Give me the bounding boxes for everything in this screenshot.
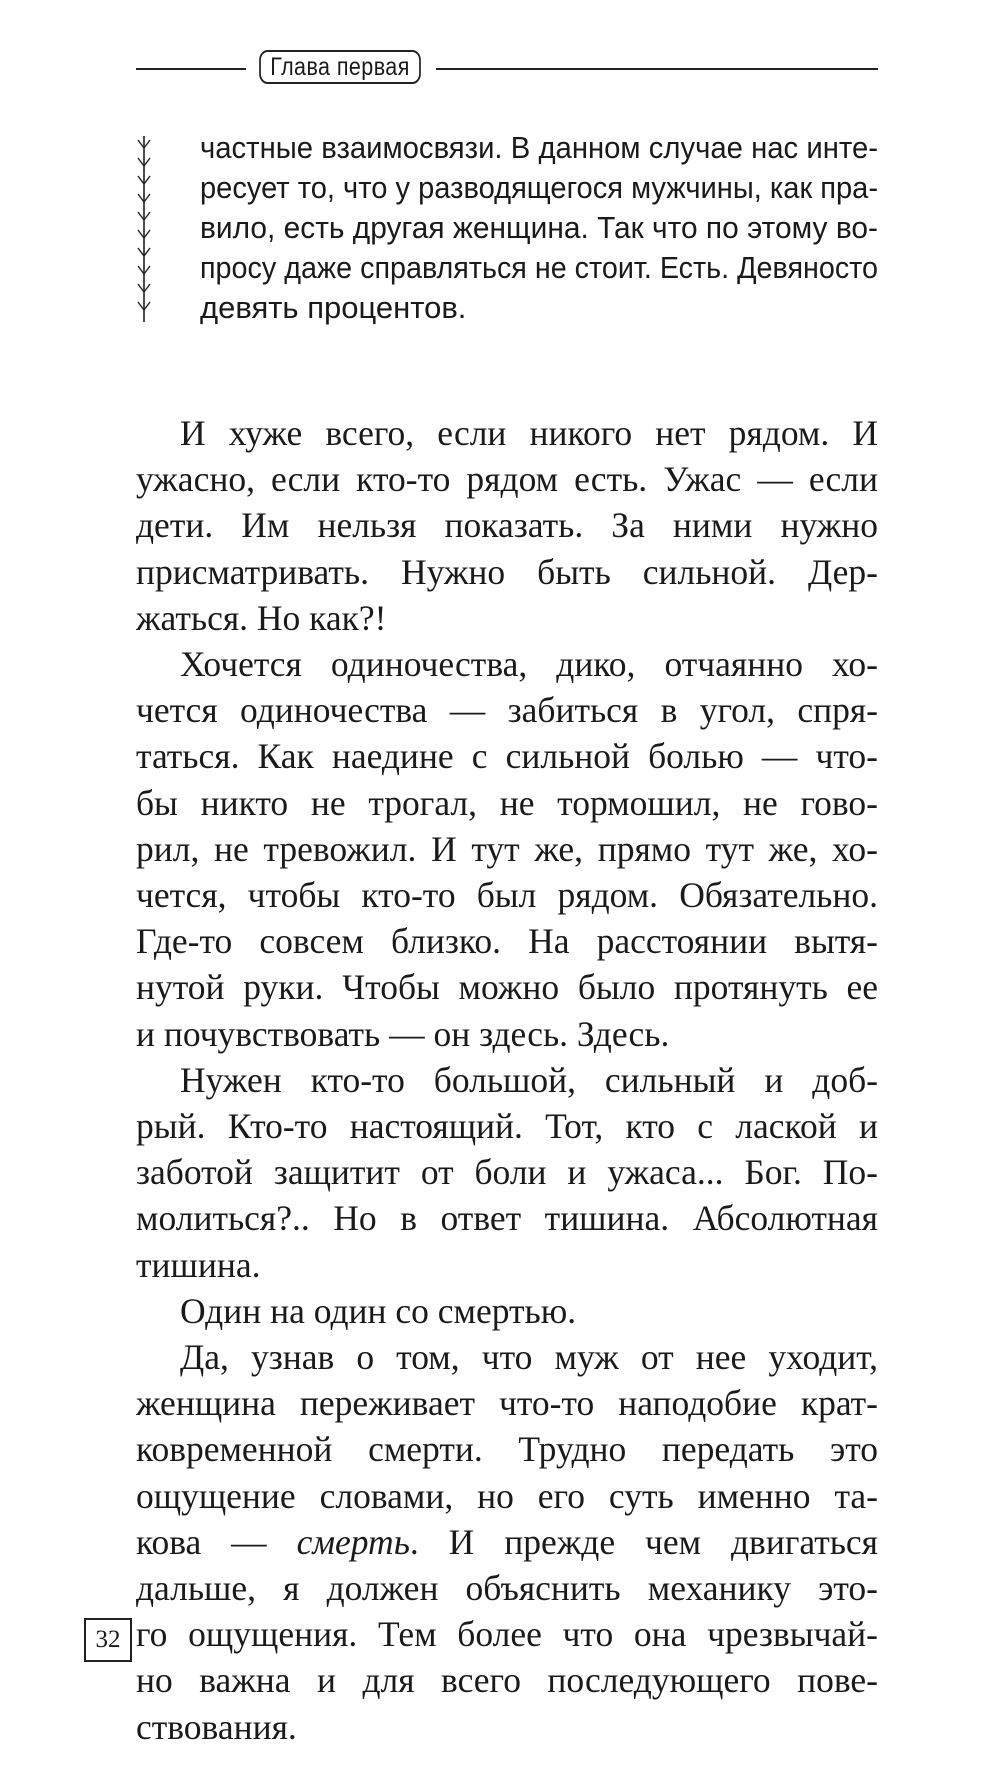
text-line: женщина переживает что-то наподобие крат- — [136, 1383, 878, 1424]
text-line: чется одиночества — забиться в угол, спря- — [136, 690, 878, 731]
wheat-ornament-icon — [136, 136, 152, 322]
main-text — [136, 410, 878, 1750]
sidebar-line: ресует то, что у разводящегося мужчины, как пра- — [200, 170, 879, 205]
text-line: Один на один со смертью. — [180, 1290, 577, 1331]
text-line: заботой защитит от боли и ужаса... Бог. По- — [136, 1152, 878, 1193]
text-line: присматривать. Нужно быть сильной. Дер- — [136, 551, 878, 592]
header-rule-right — [436, 68, 878, 70]
sidebar-line: девять процентов. — [200, 290, 467, 325]
chapter-title: Глава первая — [259, 50, 421, 84]
text-line: рый. Кто-то настоящий. Тот, кто с лаской и — [136, 1106, 878, 1147]
text-line: бы никто не трогал, не тормошил, не гово- — [136, 782, 878, 823]
text-segment: кова — — [136, 1521, 297, 1562]
text-line: И хуже всего, если никого нет рядом. И — [180, 413, 878, 453]
text-line: Нужен кто-то большой, сильный и доб- — [180, 1059, 878, 1100]
text-line: ощущение словами, но его суть именно та- — [136, 1475, 878, 1516]
text-line: го ощущения. Тем более что она чрезвычай- — [136, 1614, 878, 1655]
sidebar-text — [200, 128, 878, 328]
text-line: ужасно, если кто-то рядом есть. Ужас — если — [136, 459, 878, 500]
text-line: тишина. — [136, 1244, 261, 1285]
sidebar-note — [136, 128, 878, 338]
text-line: рил, не тревожил. И тут же, прямо тут же, хо- — [136, 828, 878, 869]
emphasis-word: смерть — [296, 1521, 410, 1562]
sidebar-line: вило, есть другая женщина. Так что по этому во- — [200, 210, 878, 245]
text-line: дети. Им нельзя показать. За ними нужно — [136, 505, 878, 546]
sidebar-line: просу даже справляться не стоит. Есть. Девяносто — [200, 250, 878, 285]
text-line: но важна и для всего последующего пове- — [136, 1660, 878, 1701]
text-line: и почувствовать — он здесь. Здесь. — [136, 1013, 670, 1054]
text-line: жаться. Но как?! — [136, 597, 387, 638]
text-line: нутой руки. Чтобы можно было протянуть ее — [136, 967, 878, 1008]
text-line: Хочется одиночества, дико, отчаянно хо- — [180, 644, 878, 685]
text-line: ковременной смерти. Трудно передать это — [136, 1429, 878, 1470]
sidebar-line: частные взаимосвязи. В данном случае нас инте- — [200, 130, 879, 165]
text-line: дальше, я должен объяснить механику это- — [136, 1568, 878, 1609]
text-line: ствования. — [136, 1706, 297, 1747]
text-line: Где-то совсем близко. На расстоянии вытя- — [136, 921, 878, 962]
text-line: Да, узнав о том, что муж от нее уходит, — [180, 1337, 878, 1378]
text-line: таться. Как наедине с сильной болью — что- — [136, 736, 878, 777]
running-header — [136, 48, 878, 88]
text-segment: . И прежде чем двигаться — [409, 1521, 878, 1562]
header-rule-left — [136, 68, 246, 70]
text-line: молиться?.. Но в ответ тишина. Абсолютная — [136, 1198, 878, 1239]
page-number: 32 — [84, 1618, 132, 1662]
text-line: чется, чтобы кто-то был рядом. Обязательно. — [136, 875, 878, 916]
text-line-with-italic — [136, 1519, 878, 1565]
